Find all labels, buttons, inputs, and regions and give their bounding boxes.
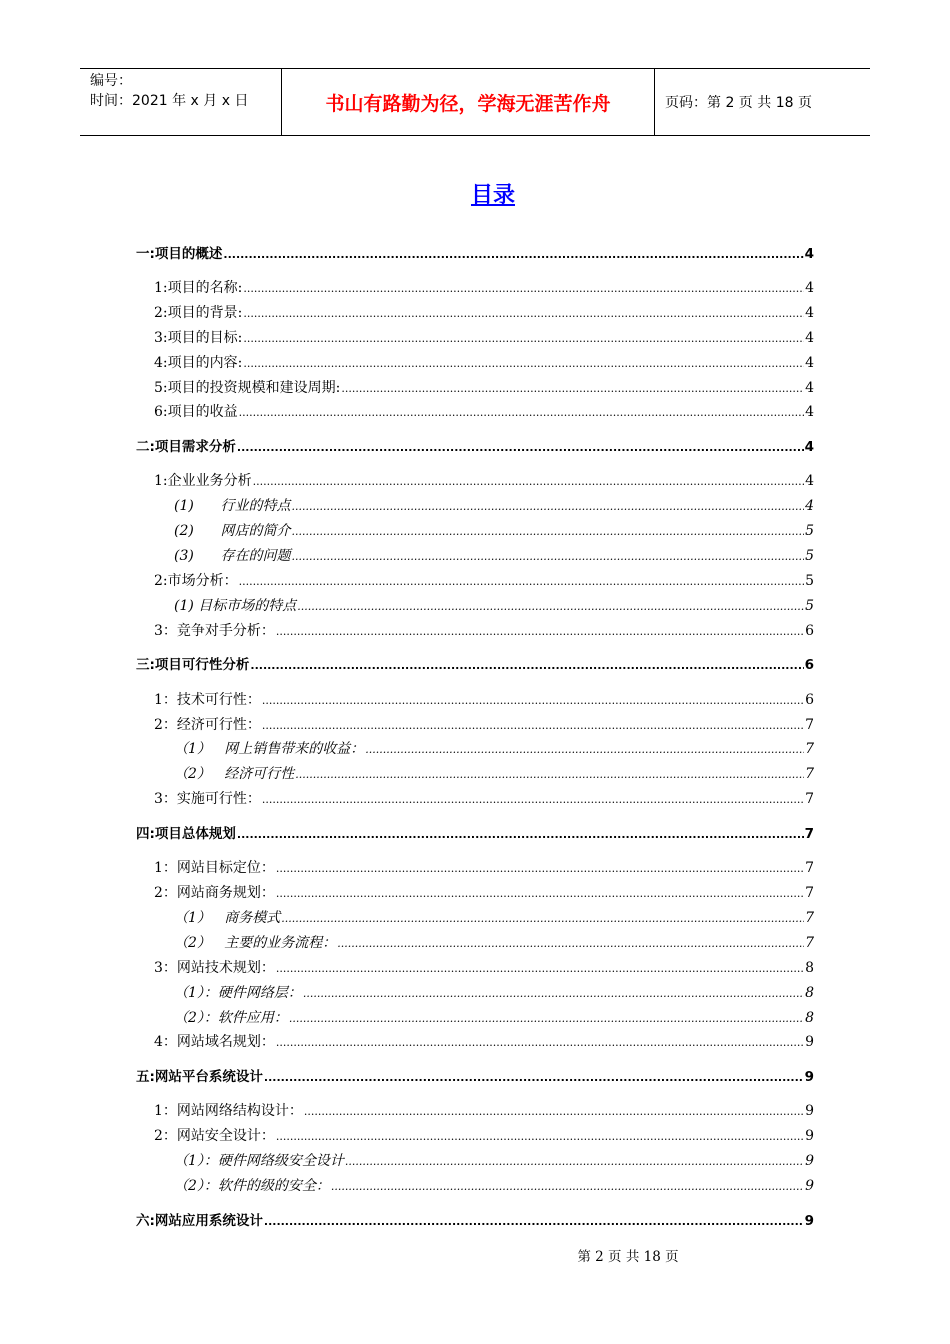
page-footer: 第 2 页 共 18 页 bbox=[577, 1249, 679, 1265]
toc-entry-title: 2：网站商务规划： bbox=[154, 885, 275, 901]
toc-dot-leader bbox=[262, 789, 804, 810]
toc-entry[interactable] bbox=[136, 1211, 814, 1231]
toc-dot-leader bbox=[223, 244, 803, 265]
toc-entry-title: (1) 目标市场的特点 bbox=[174, 598, 297, 614]
toc-dot-leader bbox=[237, 824, 804, 845]
toc-entry-title: (2) 网店的简介 bbox=[174, 523, 291, 539]
toc-dot-leader bbox=[239, 571, 804, 592]
toc-entry[interactable] bbox=[154, 690, 814, 710]
toc-dot-leader bbox=[297, 596, 804, 617]
toc-entry-page: 9 bbox=[805, 1128, 814, 1144]
toc-entry-title: 四:项目总体规划 bbox=[136, 826, 236, 842]
toc-dot-leader bbox=[276, 621, 804, 642]
toc-dot-leader bbox=[295, 764, 804, 785]
toc-entry-page: 4 bbox=[805, 355, 814, 371]
toc-entry[interactable] bbox=[154, 571, 814, 591]
toc-entry-title: （2）：软件的级的安全： bbox=[174, 1178, 330, 1194]
toc-entry-page: 7 bbox=[805, 791, 814, 807]
toc-entry[interactable] bbox=[136, 437, 814, 457]
toc-entry-title: 3：实施可行性： bbox=[154, 791, 261, 807]
toc-entry-title: （2） 经济可行性 bbox=[174, 766, 295, 782]
toc-dot-leader bbox=[331, 1176, 804, 1197]
toc-entry-title: (1) 行业的特点 bbox=[174, 498, 291, 514]
toc-entry[interactable] bbox=[154, 1126, 814, 1146]
toc-entry-page: 4 bbox=[804, 439, 814, 455]
toc-entry-page: 4 bbox=[804, 246, 814, 262]
toc-entry-page: 6 bbox=[804, 657, 814, 673]
toc-entry-page: 4 bbox=[805, 404, 814, 420]
toc-dot-leader bbox=[262, 715, 804, 736]
toc-entry[interactable] bbox=[154, 378, 814, 398]
toc-entry-title: 1:项目的名称: bbox=[154, 280, 243, 296]
toc-dot-leader bbox=[276, 1032, 804, 1053]
toc-dot-leader bbox=[253, 471, 804, 492]
toc-entry[interactable] bbox=[154, 883, 814, 903]
toc-entry-page: 4 bbox=[805, 380, 814, 396]
toc-entry-title: 6:项目的收益 bbox=[154, 404, 238, 420]
toc-dot-leader bbox=[303, 983, 804, 1004]
toc-entry-page: 9 bbox=[805, 1153, 814, 1169]
toc-entry-title: 3：网站技术规划： bbox=[154, 960, 275, 976]
toc-entry-title: 2:项目的背景: bbox=[154, 305, 243, 321]
toc-entry-title: 4:项目的内容: bbox=[154, 355, 243, 371]
toc-dot-leader bbox=[262, 690, 804, 711]
toc-entry-title: 1:企业业务分析 bbox=[154, 473, 252, 489]
toc-dot-leader bbox=[243, 353, 804, 374]
toc-entry[interactable] bbox=[174, 739, 814, 759]
toc-entry-title: （2） 主要的业务流程： bbox=[174, 935, 337, 951]
toc-entry[interactable] bbox=[154, 858, 814, 878]
toc-entry-page: 9 bbox=[805, 1178, 814, 1194]
toc-entry[interactable] bbox=[154, 402, 814, 422]
toc-entry-title: （1）：硬件网络层： bbox=[174, 985, 302, 1001]
toc-entry-title: 2:市场分析： bbox=[154, 573, 238, 589]
toc-dot-leader bbox=[276, 1126, 804, 1147]
toc-entry-title: （1） 网上销售带来的收益： bbox=[174, 741, 365, 757]
toc-entry-page: 8 bbox=[805, 1010, 814, 1026]
toc-entry-page: 4 bbox=[805, 473, 814, 489]
toc-entry[interactable] bbox=[154, 1032, 814, 1052]
toc-dot-leader bbox=[292, 496, 805, 517]
header-page-number: 页码：第 2 页 共 18 页 bbox=[665, 95, 812, 111]
toc-entry-title: 4：网站域名规划： bbox=[154, 1034, 275, 1050]
toc-dot-leader bbox=[264, 1067, 804, 1088]
document-number-label: 编号： bbox=[90, 73, 132, 89]
toc-dot-leader bbox=[281, 908, 804, 929]
toc-entry[interactable] bbox=[154, 621, 814, 641]
header-meta bbox=[80, 69, 282, 135]
toc-entry-title: 六:网站应用系统设计 bbox=[136, 1213, 263, 1229]
toc-entry-title: 1：技术可行性： bbox=[154, 692, 261, 708]
toc-entry[interactable] bbox=[174, 908, 814, 928]
toc-dot-leader bbox=[345, 1151, 804, 1172]
toc-entry-page: 4 bbox=[805, 330, 814, 346]
page-header bbox=[80, 68, 870, 136]
toc-dot-leader bbox=[341, 378, 804, 399]
toc-entry-page: 8 bbox=[805, 985, 814, 1001]
toc-entry-page: 8 bbox=[805, 960, 814, 976]
toc-entry[interactable] bbox=[154, 328, 814, 348]
toc-entry-page: 5 bbox=[805, 548, 814, 564]
toc-entry[interactable] bbox=[136, 244, 814, 264]
toc-entry-page: 9 bbox=[804, 1069, 814, 1085]
toc-dot-leader bbox=[365, 739, 804, 760]
toc-entry[interactable] bbox=[154, 958, 814, 978]
toc-entry[interactable] bbox=[154, 303, 814, 323]
toc-entry-page: 7 bbox=[805, 766, 814, 782]
toc-entry[interactable] bbox=[174, 596, 814, 616]
toc-entry[interactable] bbox=[154, 353, 814, 373]
toc-entry[interactable] bbox=[136, 1067, 814, 1087]
toc-entry-title: 2：网站安全设计： bbox=[154, 1128, 275, 1144]
toc-entry-page: 9 bbox=[804, 1213, 814, 1229]
toc-entry-page: 7 bbox=[805, 935, 814, 951]
toc-dot-leader bbox=[243, 303, 804, 324]
toc-entry-title: 1：网站目标定位： bbox=[154, 860, 275, 876]
toc-dot-leader bbox=[250, 655, 803, 676]
toc-entry[interactable] bbox=[174, 764, 814, 784]
toc-entry-title: (3) 存在的问题 bbox=[174, 548, 291, 564]
toc-entry-page: 5 bbox=[805, 523, 814, 539]
toc-entry-title: 五:网站平台系统设计 bbox=[136, 1069, 263, 1085]
toc-entry-page: 6 bbox=[805, 623, 814, 639]
toc-entry[interactable] bbox=[174, 496, 814, 516]
toc-dot-leader bbox=[276, 958, 804, 979]
toc-entry-page: 7 bbox=[805, 860, 814, 876]
toc-dot-leader bbox=[264, 1211, 804, 1232]
toc-entry[interactable] bbox=[174, 1176, 814, 1196]
toc-entry[interactable] bbox=[174, 1008, 814, 1028]
toc-dot-leader bbox=[237, 437, 804, 458]
toc-dot-leader bbox=[289, 1008, 804, 1029]
toc-entry-title: 一:项目的概述 bbox=[136, 246, 223, 262]
toc-entry-page: 7 bbox=[805, 741, 814, 757]
toc-entry-page: 5 bbox=[805, 598, 814, 614]
toc-entry[interactable] bbox=[174, 933, 814, 953]
header-motto: 书山有路勤为径，学海无涯苦作舟 bbox=[282, 69, 655, 135]
toc-entry-page: 5 bbox=[805, 573, 814, 589]
toc-entry-title: 5:项目的投资规模和建设周期: bbox=[154, 380, 341, 396]
toc-dot-leader bbox=[292, 521, 805, 542]
toc-entry-title: 2：经济可行性： bbox=[154, 717, 261, 733]
toc-entry-page: 7 bbox=[805, 717, 814, 733]
toc-entry-title: 二:项目需求分析 bbox=[136, 439, 236, 455]
toc-entry[interactable] bbox=[174, 521, 814, 541]
toc-dot-leader bbox=[304, 1101, 804, 1122]
toc-entry-page: 7 bbox=[805, 885, 814, 901]
toc-entry-title: （2）：软件应用： bbox=[174, 1010, 288, 1026]
toc-entry-title: 1：网站网络结构设计： bbox=[154, 1103, 303, 1119]
toc-entry-page: 7 bbox=[804, 826, 814, 842]
toc-dot-leader bbox=[243, 328, 804, 349]
toc-dot-leader bbox=[337, 933, 804, 954]
toc-entry[interactable] bbox=[136, 655, 814, 675]
toc-entry-page: 4 bbox=[805, 305, 814, 321]
toc-dot-leader bbox=[243, 278, 804, 299]
toc-entry[interactable] bbox=[154, 471, 814, 491]
toc-entry-page: 4 bbox=[805, 280, 814, 296]
toc-entry[interactable] bbox=[154, 715, 814, 735]
toc-dot-leader bbox=[276, 883, 804, 904]
toc-dot-leader bbox=[276, 858, 804, 879]
toc-entry[interactable] bbox=[154, 1101, 814, 1121]
toc-dot-leader bbox=[239, 402, 804, 423]
toc-entry[interactable] bbox=[174, 983, 814, 1003]
toc-entry-page: 6 bbox=[805, 692, 814, 708]
toc-entry-title: 3:项目的目标: bbox=[154, 330, 243, 346]
toc-entry-page: 4 bbox=[805, 498, 814, 514]
toc-entry-title: （1）：硬件网络级安全设计 bbox=[174, 1153, 344, 1169]
toc-entry[interactable] bbox=[154, 278, 814, 298]
toc-title[interactable]: 目录 bbox=[470, 183, 515, 208]
toc-entry-page: 9 bbox=[805, 1103, 814, 1119]
toc-entry[interactable] bbox=[174, 1151, 814, 1171]
toc-entry[interactable] bbox=[136, 824, 814, 844]
toc-entry[interactable] bbox=[154, 789, 814, 809]
toc-entry-page: 9 bbox=[805, 1034, 814, 1050]
toc-entry-title: （1） 商务模式 bbox=[174, 910, 281, 926]
toc-entry-title: 三:项目可行性分析 bbox=[136, 657, 250, 673]
toc-dot-leader bbox=[292, 546, 805, 567]
document-time-label: 时间：2021 年 x 月 x 日 bbox=[90, 93, 249, 109]
toc-entry[interactable] bbox=[174, 546, 814, 566]
toc-entry-title: 3：竞争对手分析： bbox=[154, 623, 275, 639]
toc-entry-page: 7 bbox=[805, 910, 814, 926]
